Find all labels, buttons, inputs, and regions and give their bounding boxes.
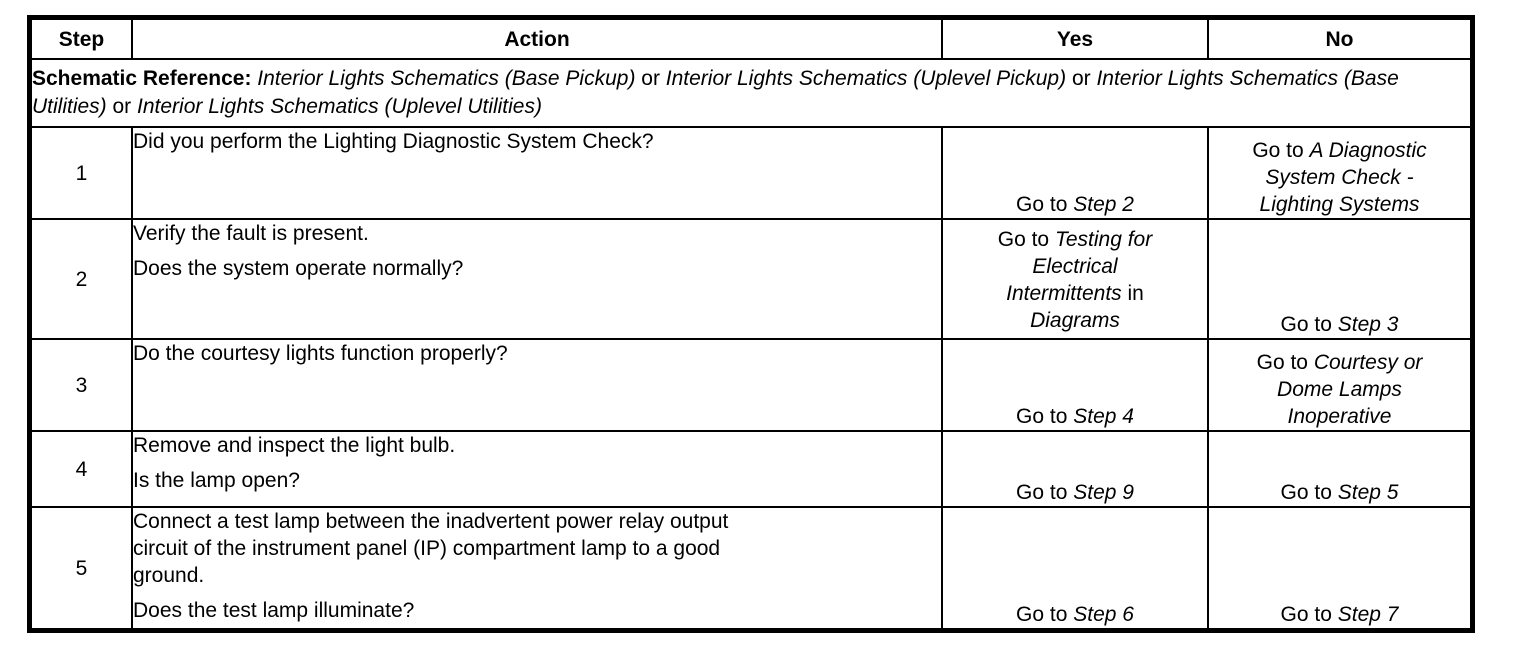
go-to-text: Go to (997, 228, 1055, 251)
go-to-text: Go to (1280, 313, 1338, 336)
or-text: or (106, 95, 138, 118)
header-step: Step (31, 19, 132, 59)
yes-cell (942, 127, 1208, 219)
yes-target: Step 2 (1073, 193, 1134, 216)
table-row (31, 507, 1471, 629)
go-to-text: Go to (1252, 139, 1310, 162)
yes-cell (942, 219, 1208, 339)
schematic-reference (31, 59, 1471, 127)
table-row (31, 431, 1471, 507)
no-target: A Diagnostic (1309, 139, 1427, 162)
no-target: Inoperative (1287, 405, 1392, 428)
no-cell (1208, 127, 1471, 219)
action-text: Remove and inspect the light bulb. (133, 434, 456, 457)
header-row (31, 19, 1471, 59)
or-text: or (1066, 67, 1097, 90)
go-to-text: Go to (1280, 603, 1338, 626)
action-text: Did you perform the Lighting Diagnostic System Check? (133, 130, 654, 153)
go-to-text: Go to (1016, 405, 1074, 428)
no-target: Step 5 (1337, 481, 1399, 504)
yes-cell (942, 507, 1208, 629)
yes-target: Step 9 (1073, 481, 1134, 504)
go-to-text: Go to (1016, 481, 1074, 504)
action-text: Verify the fault is present. (133, 222, 369, 245)
no-target: Step 3 (1337, 313, 1399, 336)
step-action (132, 507, 942, 629)
header-yes: Yes (942, 19, 1208, 59)
no-target: System Check - (1265, 166, 1414, 189)
action-question: Is the lamp open? (133, 469, 300, 492)
go-to-text: Go to (1280, 481, 1338, 504)
table-row (31, 219, 1471, 339)
no-cell (1208, 431, 1471, 507)
yes-target: Electrical (1032, 255, 1118, 278)
or-text: or (635, 67, 666, 90)
no-target: Step 7 (1337, 603, 1399, 626)
schematic-ref-4: Interior Lights Schematics (Uplevel Utilities) (137, 95, 542, 118)
no-target: Dome Lamps (1277, 378, 1402, 401)
yes-cell (942, 339, 1208, 431)
go-to-text: Go to (1016, 603, 1074, 626)
step-number: 5 (31, 507, 132, 629)
yes-target: Testing for (1054, 228, 1153, 251)
diagnostic-table (30, 18, 1472, 630)
no-cell (1208, 339, 1471, 431)
no-target: Lighting Systems (1259, 193, 1420, 216)
in-text: in (1121, 282, 1144, 305)
step-action (132, 127, 942, 219)
step-number: 2 (31, 219, 132, 339)
schematic-reference-label: Schematic Reference: (32, 67, 252, 90)
go-to-text: Go to (1016, 193, 1074, 216)
header-no: No (1208, 19, 1471, 59)
action-question: Does the test lamp illuminate? (133, 599, 415, 622)
schematic-ref-2: Interior Lights Schematics (Uplevel Pickup) (665, 67, 1067, 90)
yes-target: Diagrams (1030, 309, 1120, 332)
no-target: Courtesy or (1313, 351, 1423, 374)
step-number: 4 (31, 431, 132, 507)
schematic-reference-row (31, 59, 1471, 127)
table-row (31, 339, 1471, 431)
header-action: Action (132, 19, 942, 59)
yes-target: Intermittents (1006, 282, 1122, 305)
step-action (132, 219, 942, 339)
schematic-ref-1: Interior Lights Schematics (Base Pickup) (257, 67, 636, 90)
table-row (31, 127, 1471, 219)
step-action (132, 339, 942, 431)
step-number: 3 (31, 339, 132, 431)
no-cell (1208, 507, 1471, 629)
action-text: Connect a test lamp between the inadvertent power relay output circuit of the instrument panel (IP) compartment lamp to a good ground. (133, 510, 729, 587)
go-to-text: Go to (1256, 351, 1314, 374)
action-text: Do the courtesy lights function properly? (133, 342, 508, 365)
yes-cell (942, 431, 1208, 507)
yes-target: Step 6 (1073, 603, 1134, 626)
step-action (132, 431, 942, 507)
yes-target: Step 4 (1073, 405, 1134, 428)
no-cell (1208, 219, 1471, 339)
step-number: 1 (31, 127, 132, 219)
action-question: Does the system operate normally? (133, 257, 464, 280)
schematic-ref-3: Interior Lights Schematics (Base Utilities) (32, 67, 1399, 118)
